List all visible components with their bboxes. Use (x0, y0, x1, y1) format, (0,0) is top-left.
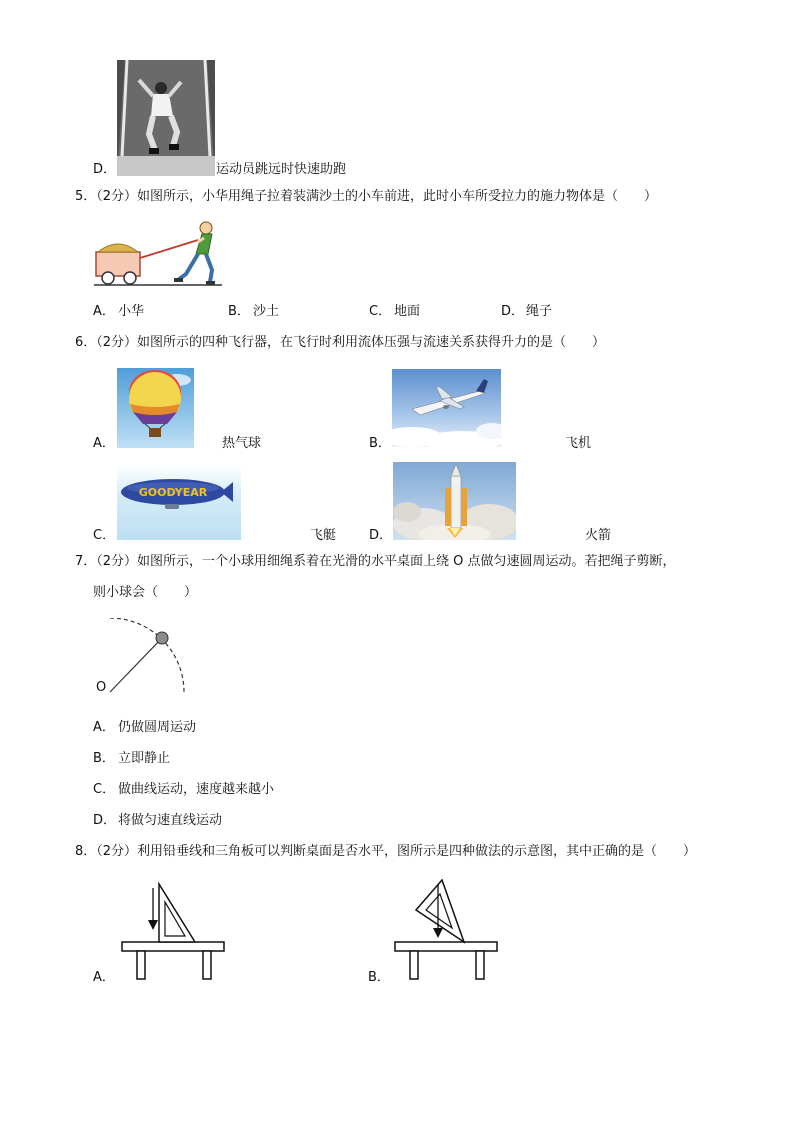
q6-option-a-letter: A． (93, 436, 115, 451)
q6-option-b-caption: 飞机 (565, 436, 592, 451)
q5-option-b-letter: B． (228, 304, 250, 319)
q7-option-b-letter: B． (93, 751, 115, 766)
q6-option-d-caption: 火箭 (585, 528, 612, 543)
circular-motion-figure (92, 618, 192, 702)
q4-option-d-letter: D． (93, 162, 117, 177)
table-level-figure-b (392, 876, 500, 980)
rocket-photo (393, 462, 516, 540)
q5-option-a-letter: A． (93, 304, 115, 319)
q7-option-a-letter: A． (93, 720, 115, 735)
q7-stem-line2: 则小球会（ ） (93, 585, 198, 600)
q8-option-a-letter: A． (93, 970, 115, 985)
q7-option-d-letter: D． (93, 813, 117, 828)
airplane-photo (392, 369, 501, 447)
q6-option-b-letter: B． (369, 436, 391, 451)
long-jump-photo (117, 60, 215, 176)
q7-option-c-letter: C． (93, 782, 116, 797)
cart-pulling-figure (94, 218, 224, 288)
q6-option-c-letter: C． (93, 528, 116, 543)
center-point-label: O (96, 680, 107, 695)
q8-option-b-letter: B． (368, 970, 390, 985)
q5-option-c-letter: C． (369, 304, 392, 319)
q8-stem: 8．（2分）利用铅垂线和三角板可以判断桌面是否水平，图所示是四种做法的示意图，其中正确的是（ ） (75, 844, 697, 859)
q5-option-a-text: 小华 (118, 304, 145, 319)
table-level-figure-a (119, 880, 227, 980)
q5-option-b-text: 沙土 (253, 304, 280, 319)
q5-option-d-letter: D． (501, 304, 525, 319)
q6-option-d-letter: D． (369, 528, 393, 543)
q5-stem: 5．（2分）如图所示，小华用绳子拉着装满沙土的小车前进，此时小车所受拉力的施力物体是（ ） (75, 189, 658, 204)
q7-stem-line1: 7．（2分）如图所示，一个小球用细绳系着在光滑的水平桌面上绕 O 点做匀速圆周运动。若把绳子剪断， (75, 554, 676, 569)
q7-option-a-text: 仍做圆周运动 (118, 720, 197, 735)
blimp-photo (117, 464, 241, 540)
blimp-lettering: GOODYEAR (138, 486, 208, 499)
q7-option-d-text: 将做匀速直线运动 (118, 813, 223, 828)
q4-option-d-caption: 运动员跳远时快速助跑 (216, 162, 347, 177)
q5-option-d-text: 绳子 (526, 304, 553, 319)
q6-option-a-caption: 热气球 (222, 436, 262, 451)
q7-option-c-text: 做曲线运动，速度越来越小 (118, 782, 275, 797)
q7-option-b-text: 立即静止 (118, 751, 171, 766)
q6-option-c-caption: 飞艇 (310, 528, 337, 543)
q6-stem: 6．（2分）如图所示的四种飞行器，在飞行时利用流体压强与流速关系获得升力的是（ ） (75, 335, 606, 350)
hot-air-balloon-photo (117, 368, 194, 448)
q5-option-c-text: 地面 (394, 304, 421, 319)
